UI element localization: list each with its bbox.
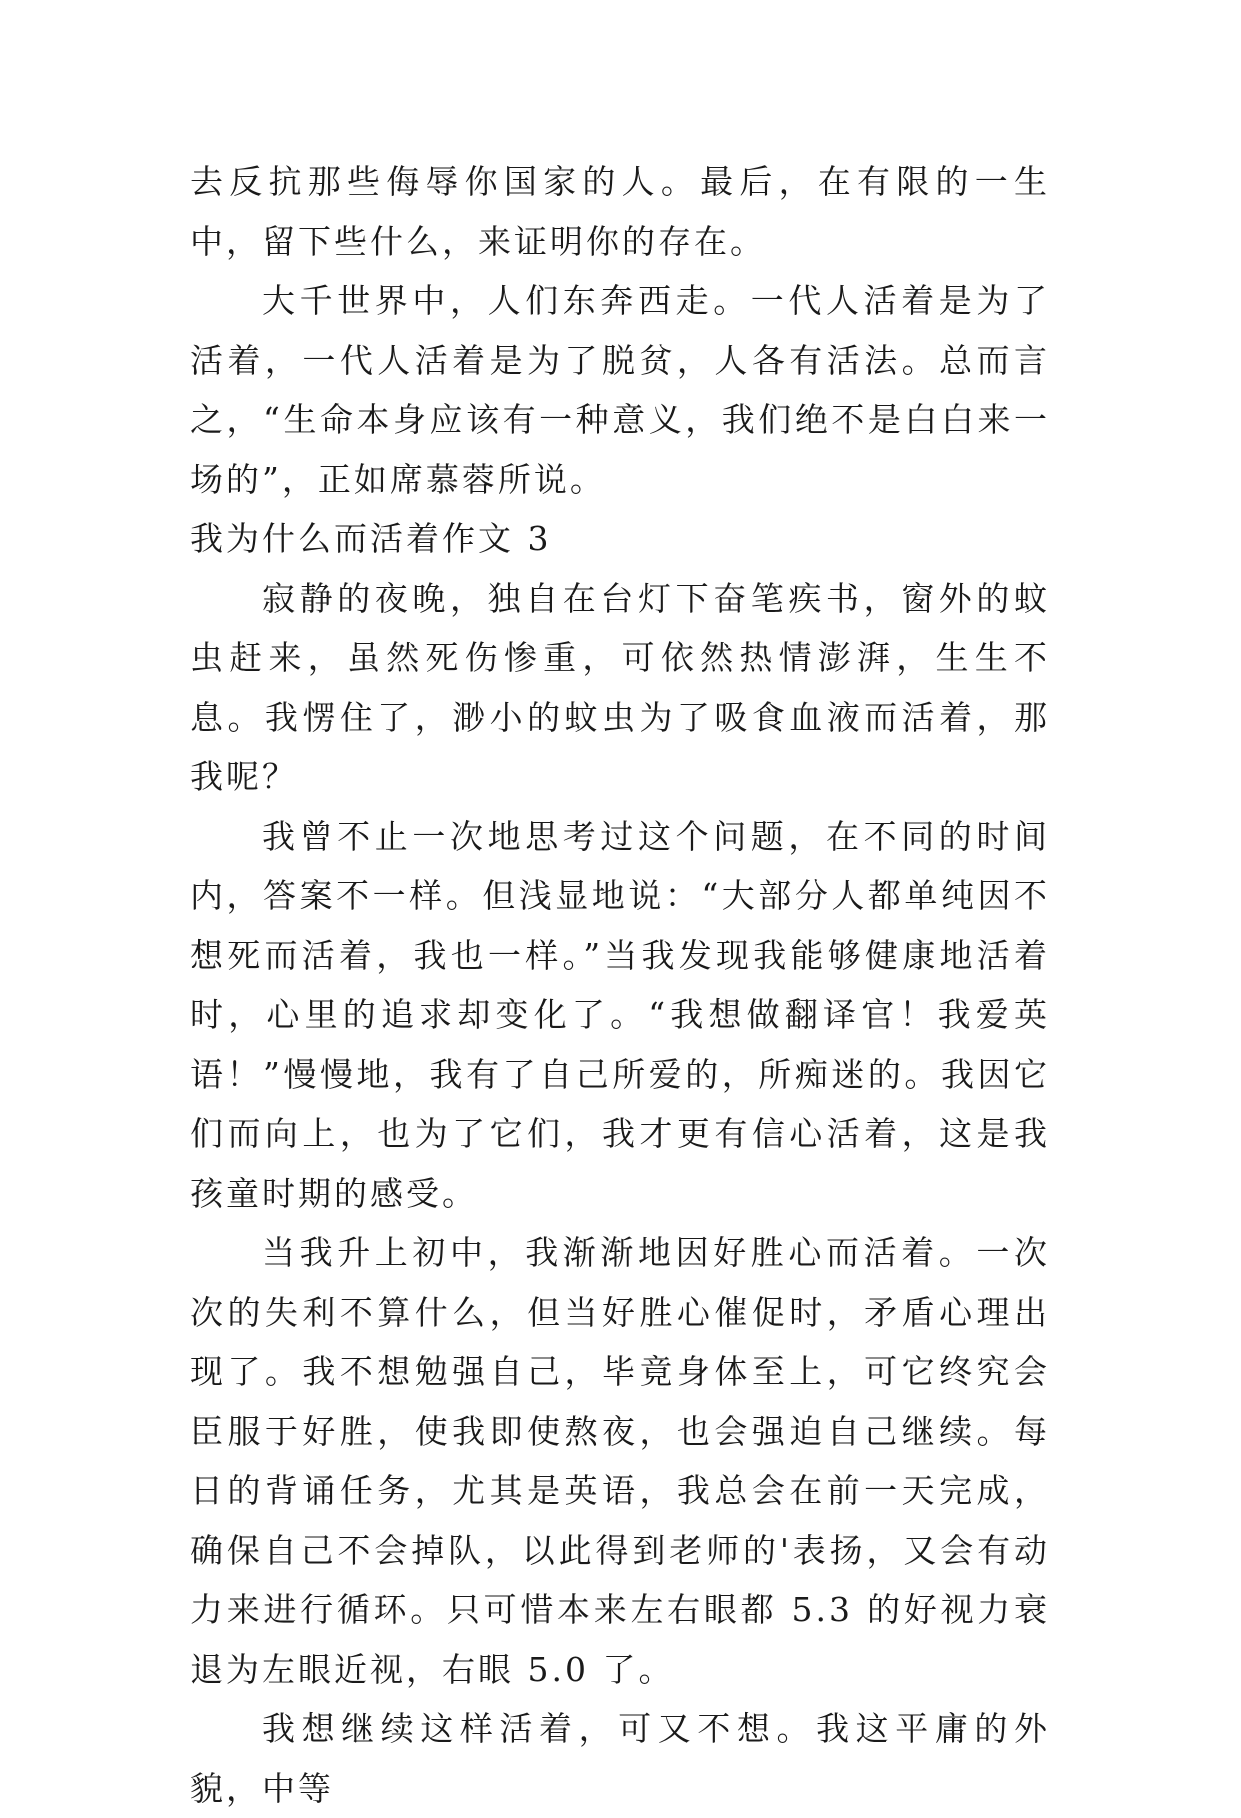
paragraph-2: 大千世界中，人们东奔西走。一代人活着是为了活着，一代人活着是为了脱贫，人各有活法。总而言之，“生命本身应该有一种意义，我们绝不是白白来一场的”，正如席慕蓉所说。: [190, 281, 1050, 499]
paragraph-4: 我曾不止一次地思考过这个问题，在不同的时间内，答案不一样。但浅显地说：“大部分人都单纯因不想死而活着，我也一样。”当我发现我能够健康地活着时，心里的追求却变化了。“我想做翻译官！我爱英语！”慢慢地，我有了自己所爱的，所痴迷的。我因它们而向上，也为了它们，我才更有信心活着，这是我孩童时期的感受。: [190, 816, 1050, 1213]
document-body: [190, 152, 1050, 1818]
section-heading: 我为什么而活着作文 3: [190, 519, 552, 558]
paragraph-6: 我想继续这样活着，可又不想。我这平庸的外貌，中等: [190, 1709, 1050, 1808]
paragraph-3: 寂静的夜晚，独自在台灯下奋笔疾书，窗外的蚊虫赶来，虽然死伤惨重，可依然热情澎湃，生生不息。我愣住了，渺小的蚊虫为了吸食血液而活着，那我呢？: [190, 578, 1050, 796]
paragraph-1: 去反抗那些侮辱你国家的人。最后，在有限的一生中，留下些什么，来证明你的存在。: [190, 162, 1050, 261]
paragraph-5: 当我升上初中，我渐渐地因好胜心而活着。一次次的失利不算什么，但当好胜心催促时，矛盾心理出现了。我不想勉强自己，毕竟身体至上，可它终究会臣服于好胜，使我即使熬夜，也会强迫自己继续。每日的背诵任务，尤其是英语，我总会在前一天完成，确保自己不会掉队，以此得到老师的'表扬，又会有动力来进行循环。只可惜本来左右眼都 5.3 的好视力衰退为左眼近视，右眼 5.0 了。: [190, 1233, 1050, 1689]
